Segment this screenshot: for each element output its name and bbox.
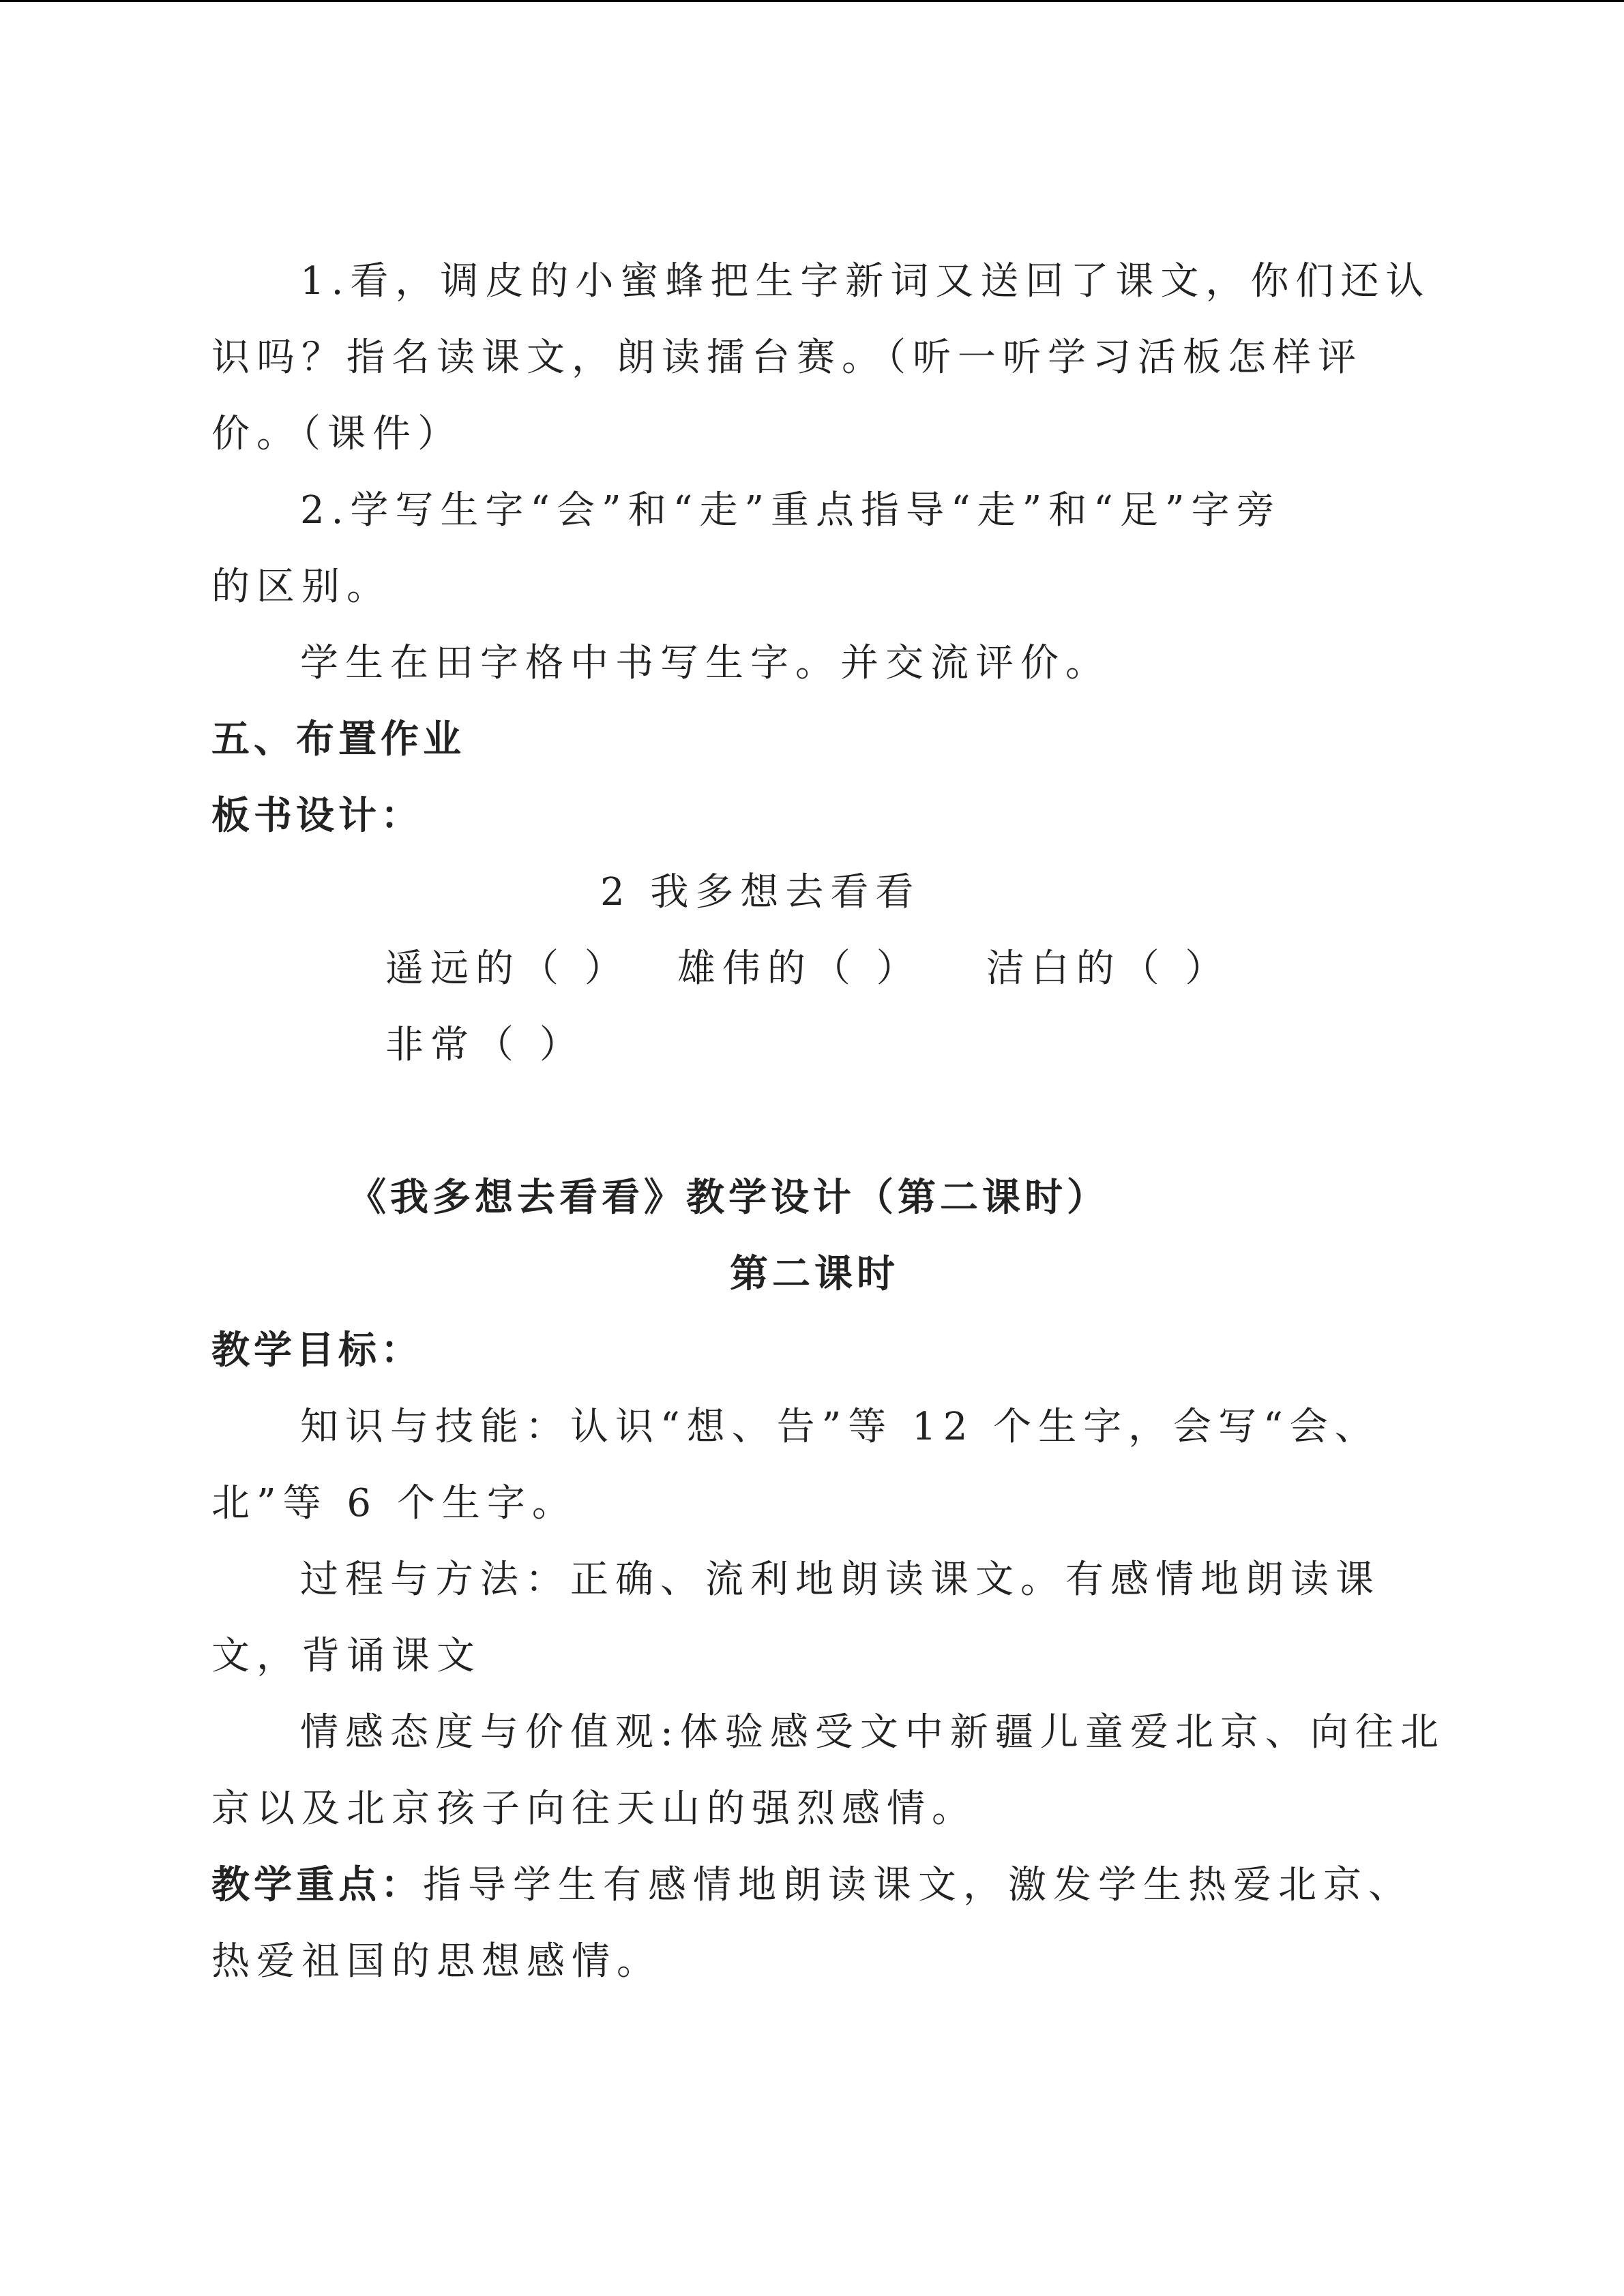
board-design-item: 洁白的（ ）: [986, 946, 1230, 991]
paragraph-line: 的区别。: [211, 565, 392, 609]
paragraph-line: 1.看，调皮的小蜜蜂把生字新词又送回了课文，你们还认: [300, 259, 1431, 303]
paragraph-line: 学生在田字格中书写生字。并交流评价。: [300, 641, 1110, 685]
lesson-title: 《我多想去看看》教学设计（第二课时）: [348, 1176, 1109, 1220]
board-design-label: 板书设计：: [211, 794, 423, 838]
key-point-text: 指导学生有感情地朗读课文，激发学生热爱北京、: [423, 1863, 1413, 1907]
paragraph-line: 京以及北京孩子向往天山的强烈感情。: [211, 1787, 977, 1831]
homework-heading: 五、布置作业: [211, 717, 465, 762]
objectives-label: 教学目标：: [211, 1328, 423, 1373]
paragraph-line: 热爱祖国的思想感情。: [211, 1939, 662, 1984]
paragraph-line: 文，背诵课文: [211, 1634, 482, 1678]
paragraph-line: 知识与技能：认识“想、告”等 12 个生字，会写“会、: [300, 1405, 1380, 1449]
board-design-row: 非常（ ）: [385, 1023, 585, 1067]
key-point-line: [211, 1863, 1413, 1907]
paragraph-line: 2.学写生字“会”和“走”重点指导“走”和“足”字旁: [300, 488, 1282, 533]
paragraph-line: 情感态度与价值观:体验感受文中新疆儿童爱北京、向往北: [300, 1710, 1445, 1755]
board-design-title: 2 我多想去看看: [600, 870, 921, 914]
key-point-label: 教学重点：: [211, 1863, 423, 1907]
board-design-item: 遥远的（ ）: [385, 946, 630, 991]
paragraph-line: 过程与方法：正确、流利地朗读课文。有感情地朗读课: [300, 1557, 1381, 1602]
paragraph-line: 价。（课件）: [211, 412, 462, 456]
paragraph-line: 识吗？指名读课文，朗读擂台赛。（听一听学习活板怎样评: [211, 336, 1363, 380]
board-design-item: 雄伟的（ ）: [677, 946, 921, 991]
lesson-subtitle: 第二课时: [730, 1252, 899, 1296]
paragraph-line: 北”等 6 个生字。: [211, 1481, 577, 1525]
board-design-row: [385, 946, 1230, 991]
